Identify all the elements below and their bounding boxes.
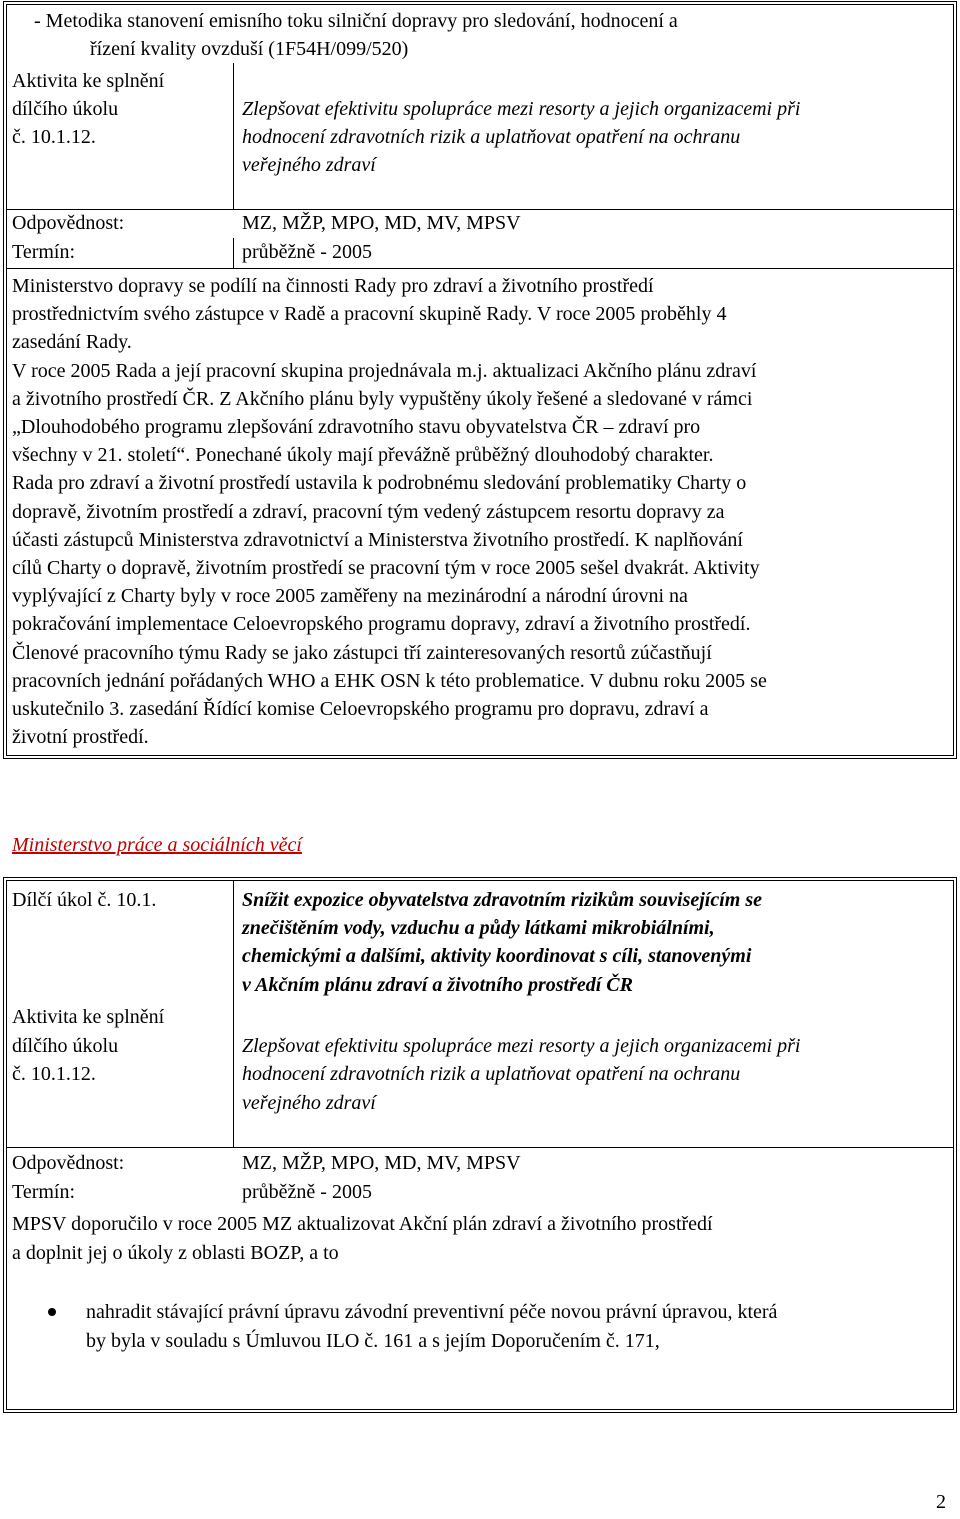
task-text: v Akčním plánu zdraví a životního prostředí ČR bbox=[242, 974, 633, 996]
body-line: všechny v 21. století“. Ponechané úkoly mají převážně průběžný dlouhodobý charakter. bbox=[12, 444, 714, 467]
body-line: vyplývající z Charty byly v roce 2005 zaměřeny na mezinárodní a národní úrovni na bbox=[12, 585, 688, 608]
responsibility-value: MZ, MŽP, MPO, MD, MV, MPSV bbox=[242, 1152, 521, 1174]
body-line: cílů Charty o dopravě, životním prostředí se pracovní tým v roce 2005 sešel dvakrát. Aktivity bbox=[12, 557, 760, 580]
page-number: 2 bbox=[936, 1491, 946, 1513]
responsibility-value: MZ, MŽP, MPO, MD, MV, MPSV bbox=[242, 212, 521, 234]
deadline-label: Termín: bbox=[12, 1181, 76, 1203]
divider bbox=[233, 880, 234, 1147]
activity-text: veřejného zdraví bbox=[242, 1092, 376, 1114]
activity-label: Aktivita ke splnění bbox=[12, 70, 165, 92]
body-line: V roce 2005 Rada a její pracovní skupina projednávala m.j. aktualizaci Akčního plánu zdraví bbox=[12, 359, 757, 382]
bullet-icon bbox=[48, 1308, 56, 1316]
activity-label: Aktivita ke splnění bbox=[12, 1006, 165, 1028]
responsibility-label: Odpovědnost: bbox=[12, 212, 125, 234]
bullet-line: nahradit stávající právní úpravu závodní preventivní péče novou právní úpravou, která bbox=[86, 1301, 778, 1323]
body-line: prostřednictvím svého zástupce v Radě a pracovní skupině Rady. V roce 2005 proběhly 4 bbox=[12, 303, 727, 326]
body-line: MPSV doporučilo v roce 2005 MZ aktualizovat Akční plán zdraví a životního prostředí bbox=[12, 1213, 713, 1235]
activity-text: hodnocení zdravotních rizik a uplatňovat opatření na ochranu bbox=[242, 1063, 741, 1085]
transport-body-text bbox=[12, 272, 952, 751]
body-line: uskutečnilo 3. zasedání Řídící komise Celoevropského programu pro dopravu, zdraví a bbox=[12, 698, 709, 721]
body-line: životní prostředí. bbox=[12, 726, 149, 749]
deadline-value: průběžně - 2005 bbox=[242, 1181, 372, 1203]
activity-label: č. 10.1.12. bbox=[12, 1063, 96, 1085]
body-line: a doplnit jej o úkoly z oblasti BOZP, a to bbox=[12, 1242, 339, 1264]
activity-text: Zlepšovat efektivitu spolupráce mezi resorty a jejich organizacemi při bbox=[242, 1035, 801, 1057]
activity-text: veřejného zdraví bbox=[242, 154, 376, 176]
activity-label: dílčího úkolu bbox=[12, 98, 119, 120]
activity-label: dílčího úkolu bbox=[12, 1035, 119, 1057]
body-line: Členové pracovního týmu Rady se jako zástupci tří zainteresovaných resortů zúčastňují bbox=[12, 641, 712, 664]
divider bbox=[6, 1147, 954, 1148]
task-text: znečištěním vody, vzduchu a půdy látkami mikrobiálními, bbox=[242, 917, 715, 939]
body-line: pokračování implementace Celoevropského programu dopravy, zdraví a životního prostředí. bbox=[12, 613, 751, 636]
deadline-value: průběžně - 2005 bbox=[242, 241, 372, 263]
divider bbox=[233, 238, 234, 268]
body-line: účasti zástupců Ministerstva zdravotnictví a Ministerstva životního prostředí. K naplňování bbox=[12, 528, 743, 551]
body-line: a životního prostředí ČR. Z Akčního plánu byly vypuštěny úkoly řešené a sledované v rámci bbox=[12, 387, 753, 410]
body-line: zasedání Rady. bbox=[12, 331, 132, 354]
activity-text: hodnocení zdravotních rizik a uplatňovat opatření na ochranu bbox=[242, 126, 741, 148]
responsibility-label: Odpovědnost: bbox=[12, 1152, 125, 1174]
task-label: Dílčí úkol č. 10.1. bbox=[12, 889, 157, 911]
task-text: Snížit expozice obyvatelstva zdravotním rizikům souvisejícím se bbox=[242, 889, 762, 911]
divider bbox=[6, 268, 954, 269]
activity-text: Zlepšovat efektivitu spolupráce mezi resorty a jejich organizacemi při bbox=[242, 98, 801, 120]
section-heading: Ministerstvo práce a sociálních věcí bbox=[12, 834, 302, 856]
body-line: dopravě, životním prostředí a zdraví, pracovní tým vedený zástupcem resortu dopravy za bbox=[12, 500, 725, 523]
body-line: pracovních jednání pořádaných WHO a EHK OSN k této problematice. V dubnu roku 2005 se bbox=[12, 669, 767, 692]
divider bbox=[233, 63, 234, 209]
body-line: Rada pro zdraví a životní prostředí ustavila k podrobnému sledování problematiky Charty o bbox=[12, 472, 747, 495]
body-line: Ministerstvo dopravy se podílí na činnosti Rady pro zdraví a životního prostředí bbox=[12, 275, 654, 297]
task-text: chemickými a dalšími, aktivity koordinovat s cíli, stanovenými bbox=[242, 945, 752, 967]
deadline-label: Termín: bbox=[12, 241, 76, 263]
method-line: - Metodika stanovení emisního toku silniční dopravy pro sledování, hodnocení a bbox=[34, 10, 678, 32]
activity-label: č. 10.1.12. bbox=[12, 126, 96, 148]
body-line: „Dlouhodobého programu zlepšování zdravotního stavu obyvatelstva ČR – zdraví pro bbox=[12, 416, 701, 439]
method-line: řízení kvality ovzduší (1F54H/099/520) bbox=[90, 38, 409, 60]
bullet-line: by byla v souladu s Úmluvou ILO č. 161 a s jejím Doporučením č. 171, bbox=[86, 1330, 660, 1352]
